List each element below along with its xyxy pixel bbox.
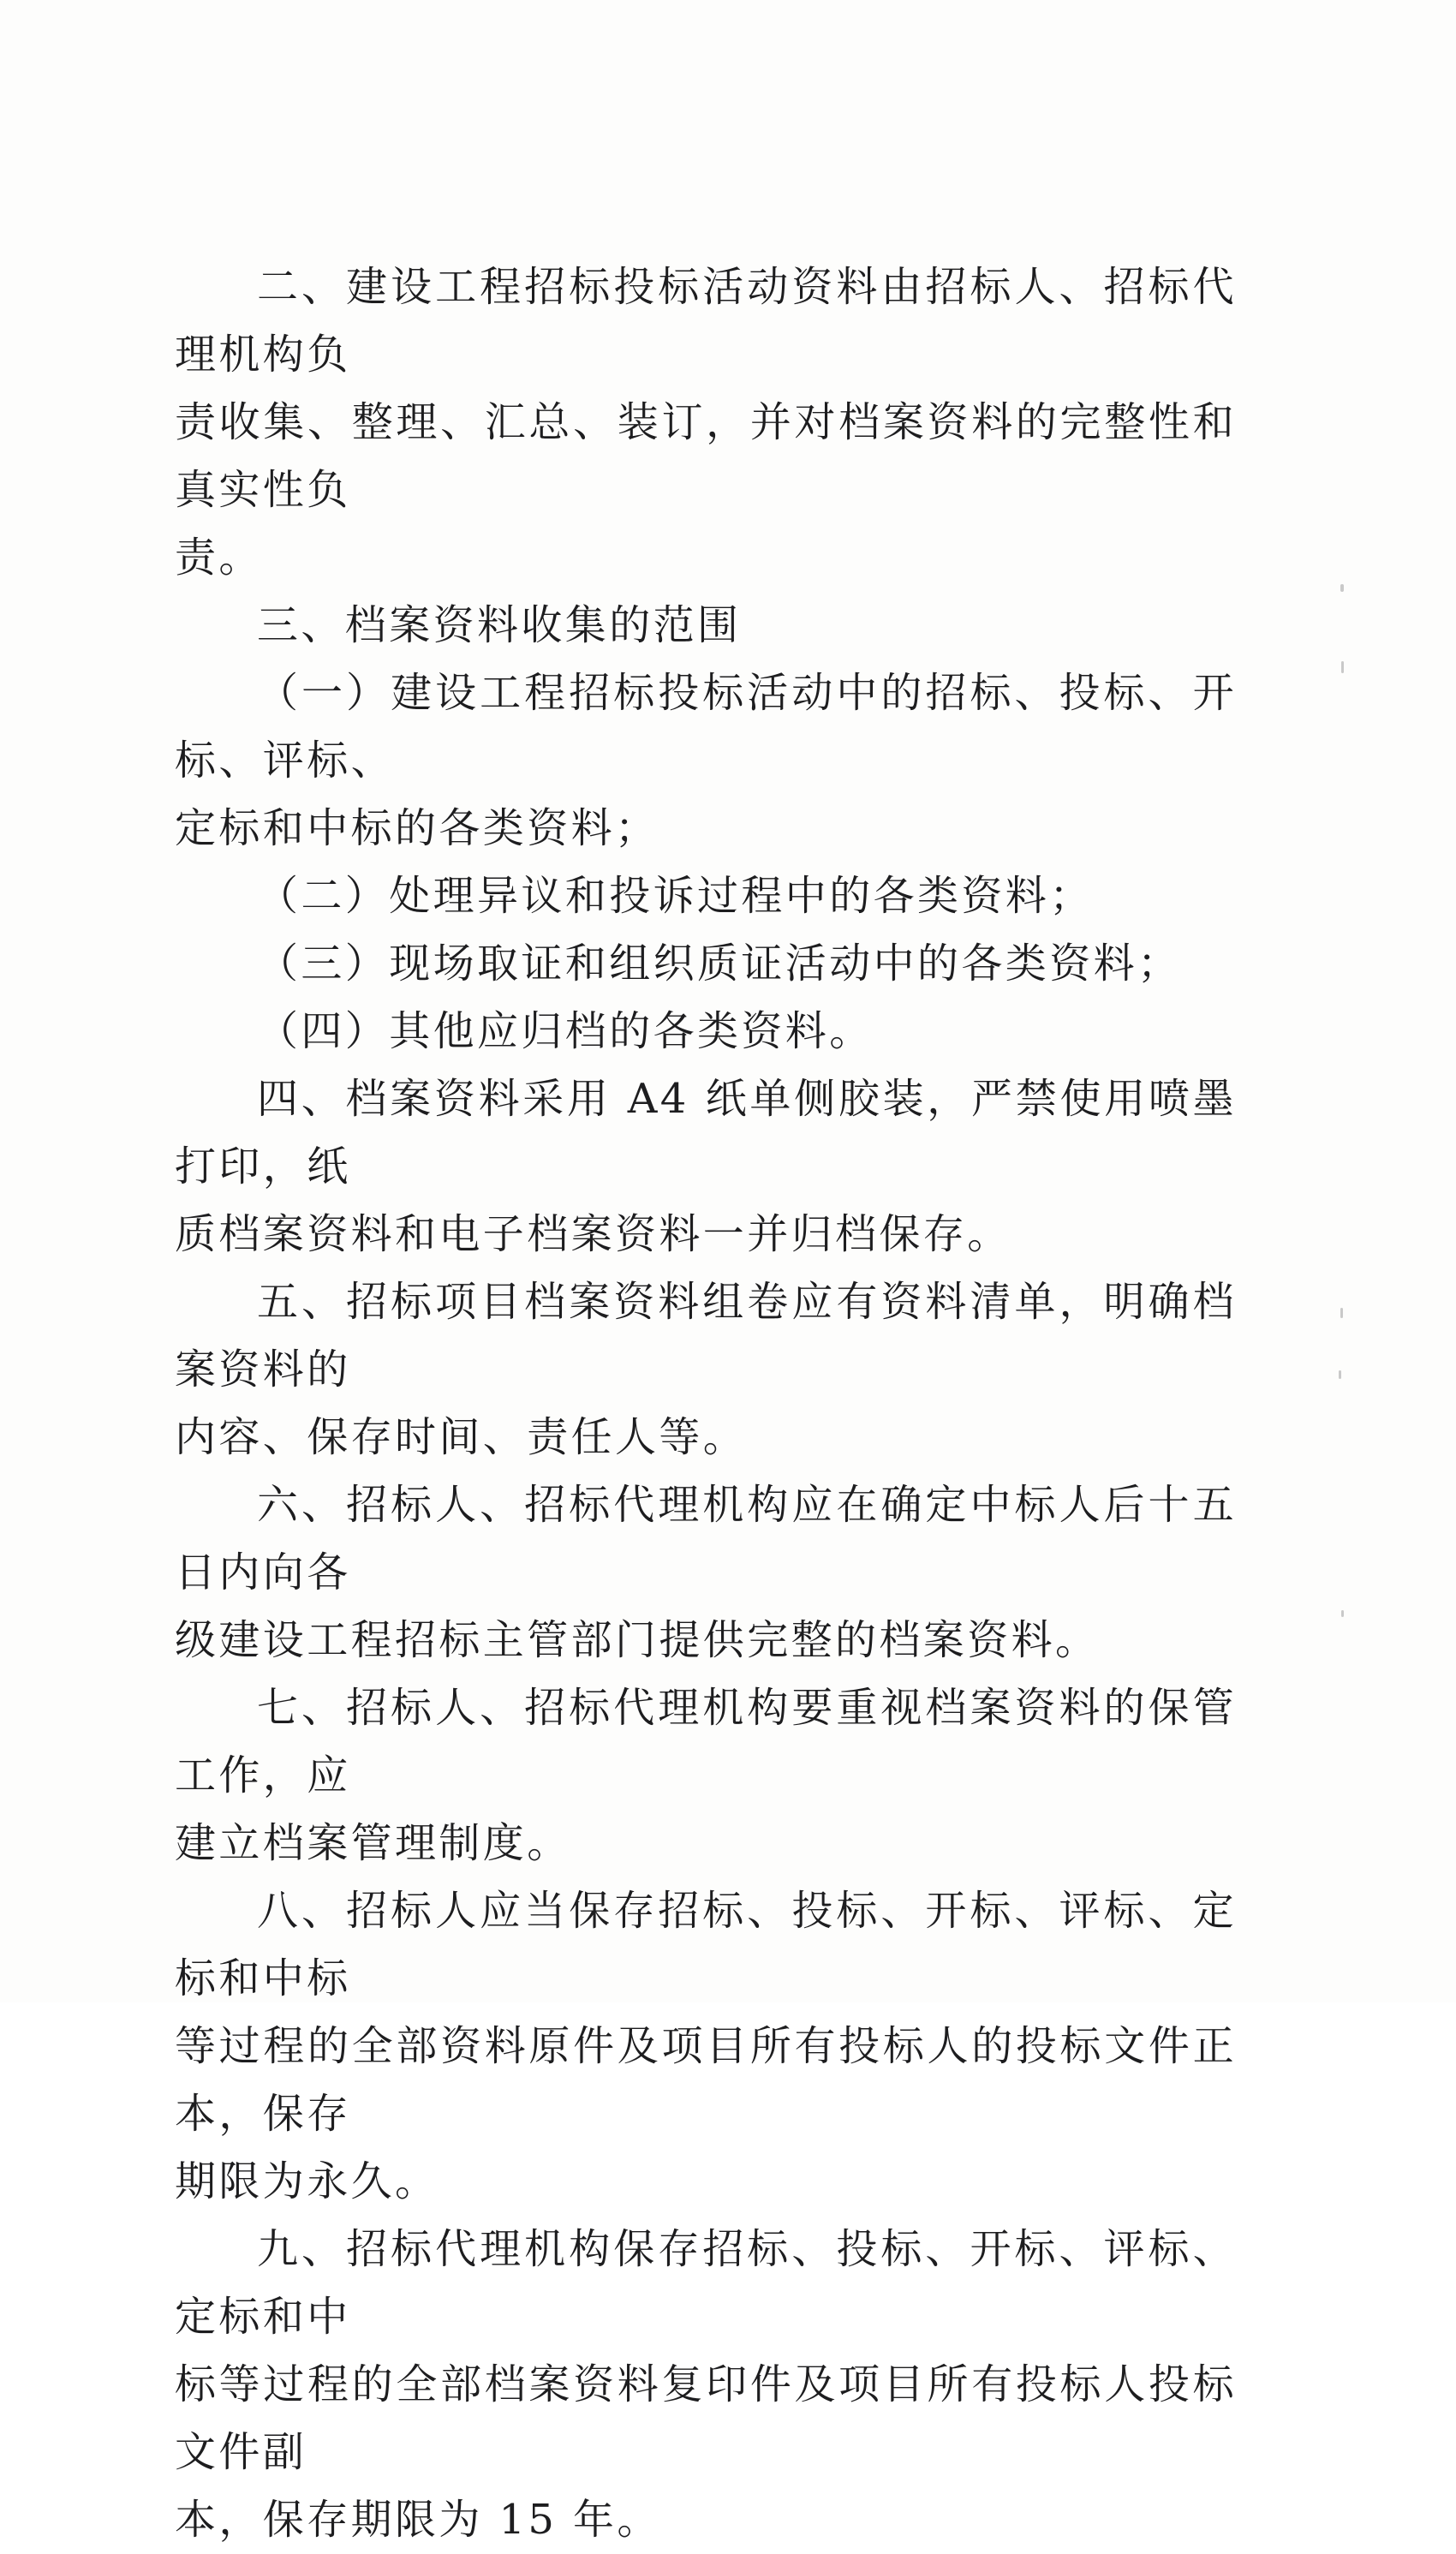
paragraph-3-4 (175, 998, 1237, 1065)
scan-speck (1339, 1370, 1341, 1379)
paragraph-8 (175, 1877, 1237, 2216)
scan-speck (1340, 1308, 1343, 1318)
paragraph-line: 质档案资料和电子档案资料一并归档保存。 (175, 1210, 1011, 1258)
paragraph-line: 建立档案管理制度。 (175, 1819, 571, 1867)
paragraph-line: （二）处理异议和投诉过程中的各类资料； (257, 872, 1094, 920)
paragraph-line: 三、档案资料收集的范围 (257, 601, 742, 649)
scan-speck (1341, 661, 1344, 673)
paragraph-line: 六、招标人、招标代理机构应在确定中标人后十五日内向各 (175, 1481, 1237, 1596)
paragraph-9 (175, 2216, 1237, 2554)
paragraph-3-3 (175, 930, 1237, 998)
paragraph-2 (175, 254, 1237, 592)
scan-speck (1341, 1610, 1344, 1617)
paragraph-6 (175, 1471, 1237, 1674)
paragraph-3-1 (175, 659, 1237, 862)
paragraph-line: 定标和中标的各类资料； (175, 804, 659, 852)
paragraph-line: （四）其他应归档的各类资料。 (257, 1007, 874, 1055)
document-body (175, 254, 1237, 2554)
paragraph-line: 责。 (175, 534, 263, 582)
paragraph-5 (175, 1268, 1237, 1471)
paragraph-line: 内容、保存时间、责任人等。 (175, 1413, 748, 1461)
paragraph-line: 等过程的全部资料原件及项目所有投标人的投标文件正本，保存 (175, 2022, 1237, 2138)
paragraph-line: 标等过程的全部档案资料复印件及项目所有投标人投标文件副 (175, 2360, 1237, 2476)
paragraph-line: （一）建设工程招标投标活动中的招标、投标、开标、评标、 (175, 669, 1237, 785)
paragraph-line: 责收集、整理、汇总、装订，并对档案资料的完整性和真实性负 (175, 398, 1237, 514)
scan-speck (1340, 584, 1344, 592)
paragraph-line: 级建设工程招标主管部门提供完整的档案资料。 (175, 1616, 1100, 1664)
paragraph-line: 七、招标人、招标代理机构要重视档案资料的保管工作，应 (175, 1684, 1237, 1799)
paragraph-line: 四、档案资料采用 A4 纸单侧胶装，严禁使用喷墨打印，纸 (175, 1075, 1237, 1190)
paragraph-4 (175, 1065, 1237, 1268)
paragraph-line: 期限为永久。 (175, 2157, 439, 2205)
paragraph-line: 九、招标代理机构保存招标、投标、开标、评标、定标和中 (175, 2225, 1237, 2341)
paragraph-line: （三）现场取证和组织质证活动中的各类资料； (257, 940, 1182, 988)
paragraph-7 (175, 1674, 1237, 1877)
paragraph-line: 五、招标项目档案资料组卷应有资料清单，明确档案资料的 (175, 1278, 1237, 1393)
paragraph-3-2 (175, 862, 1237, 930)
paragraph-3 (175, 592, 1237, 659)
paragraph-line: 二、建设工程招标投标活动资料由招标人、招标代理机构负 (175, 263, 1237, 379)
paragraph-line: 八、招标人应当保存招标、投标、开标、评标、定标和中标 (175, 1887, 1237, 2002)
paragraph-line: 本，保存期限为 15 年。 (175, 2496, 661, 2544)
